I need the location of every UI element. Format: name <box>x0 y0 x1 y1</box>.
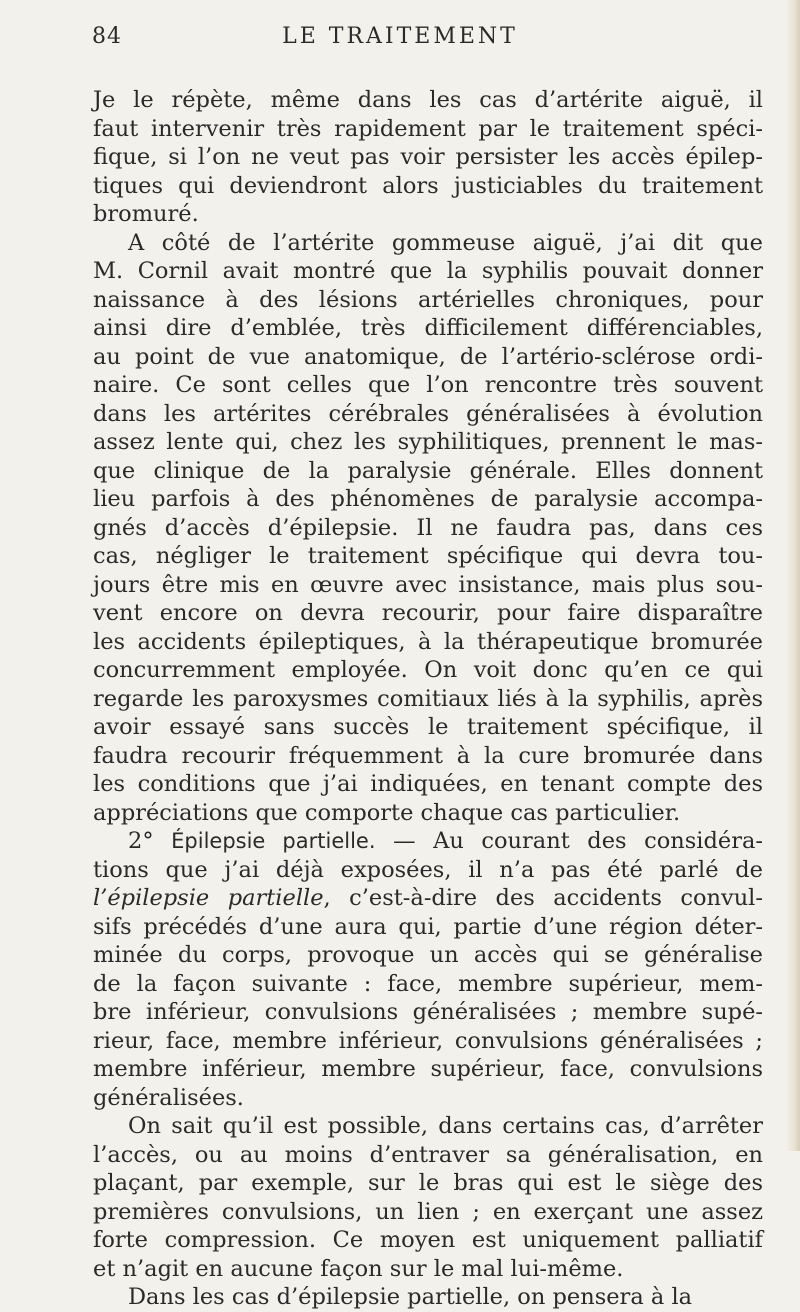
text-line: gnés d’accès d’épilepsie. Il ne faudra pas, dans ces <box>93 514 763 541</box>
text-line: faudra recourir fréquemment à la cure bromurée dans <box>93 742 763 769</box>
body-text <box>93 86 763 1312</box>
text-line: ainsi dire d’emblée, très difficilement différenciables, <box>93 315 763 341</box>
text-line: bromuré. <box>93 201 199 227</box>
text-line: faut intervenir très rapidement par le traitement spéci- <box>93 115 763 142</box>
text-line: jours être mis en œuvre avec insistance, mais plus sou- <box>93 571 763 598</box>
text-line: Je le répète, même dans les cas d’artérite aiguë, il <box>93 87 763 113</box>
text-line: naire. Ce sont celles que l’on rencontre très souvent <box>93 372 763 398</box>
text-line: premières convulsions, un lien ; en exerçant une assez <box>93 1198 763 1225</box>
text-line: lieu parfois à des phénomènes de paralysie accompa- <box>93 486 763 512</box>
text-line: regarde les paroxysmes comitiaux liés à la syphilis, après <box>93 685 763 712</box>
text-line: concurremment employée. On voit donc qu’en ce qui <box>93 657 763 683</box>
italic-term: l’épilepsie partielle <box>93 885 324 911</box>
text-line: cas, négliger le traitement spécifique qui devra tou- <box>93 543 763 569</box>
text-line: avoir essayé sans succès le traitement spécifique, il <box>93 714 763 740</box>
text-line: Dans les cas d’épilepsie partielle, on pensera à la <box>128 1284 693 1310</box>
text-line: dans les artérites cérébrales généralisées à évolution <box>93 400 763 427</box>
text-line: appréciations que comporte chaque cas particulier. <box>93 799 681 826</box>
text-line: au point de vue anatomique, de l’artério-sclérose ordi- <box>93 343 763 370</box>
page-number: 84 <box>92 24 122 49</box>
text-line: assez lente qui, chez les syphilitiques, prennent le mas- <box>93 429 763 455</box>
text-line: naissance à des lésions artérielles chroniques, pour <box>93 286 763 313</box>
text-line: et n’agit en aucune façon sur le mal lui-même. <box>93 1255 624 1282</box>
text-line: généralisées. <box>93 1084 244 1111</box>
text-line: de la façon suivante : face, membre supérieur, mem- <box>93 970 763 997</box>
text-line: plaçant, par exemple, sur le bras qui est le siège des <box>93 1170 763 1196</box>
text-line <box>93 884 763 913</box>
text-line-rest: , c’est-à-dire des accidents convul- <box>323 885 763 911</box>
text-line: fique, si l’on ne veut pas voir persister les accès épilep- <box>93 144 763 170</box>
text-line: minée du corps, provoque un accès qui se généralise <box>93 942 763 968</box>
section-number: 2° <box>128 828 154 854</box>
page-header <box>0 24 800 64</box>
text-line: tiques qui deviendront alors justiciables du traitement <box>93 172 763 199</box>
section-heading: Épilepsie partielle. <box>171 829 376 853</box>
page-edge-shadow <box>786 0 800 1151</box>
text-line: sifs précédés d’une aura qui, partie d’une région déter- <box>93 913 763 940</box>
text-line: que clinique de la paralysie générale. Elles donnent <box>93 457 763 484</box>
text-line: les conditions que j’ai indiquées, en tenant compte des <box>93 771 763 797</box>
text-line: bre inférieur, convulsions généralisées ; membre supé- <box>93 999 763 1025</box>
text-line: On sait qu’il est possible, dans certains cas, d’arrêter <box>128 1113 763 1139</box>
text-line: vent encore on devra recourir, pour faire disparaître <box>93 600 763 626</box>
text-line: M. Cornil avait montré que la syphilis pouvait donner <box>93 258 763 284</box>
text-line: les accidents épileptiques, à la thérapeutique bromurée <box>93 628 763 655</box>
text-line: membre inférieur, membre supérieur, face, convulsions <box>93 1056 763 1082</box>
text-line: tions que j’ai déjà exposées, il n’a pas été parlé de <box>93 856 763 883</box>
section-heading-line <box>93 827 763 856</box>
text-line: rieur, face, membre inférieur, convulsions généralisées ; <box>93 1027 763 1054</box>
text-line: A côté de l’artérite gommeuse aiguë, j’ai dit que <box>128 229 763 256</box>
text-line: forte compression. Ce moyen est uniquement palliatif <box>93 1227 763 1253</box>
section-heading-continuation: — Au courant des considéra- <box>375 828 763 854</box>
running-head: LE TRAITEMENT <box>282 24 518 49</box>
text-line: l’accès, ou au moins d’entraver sa généralisation, en <box>93 1141 763 1168</box>
